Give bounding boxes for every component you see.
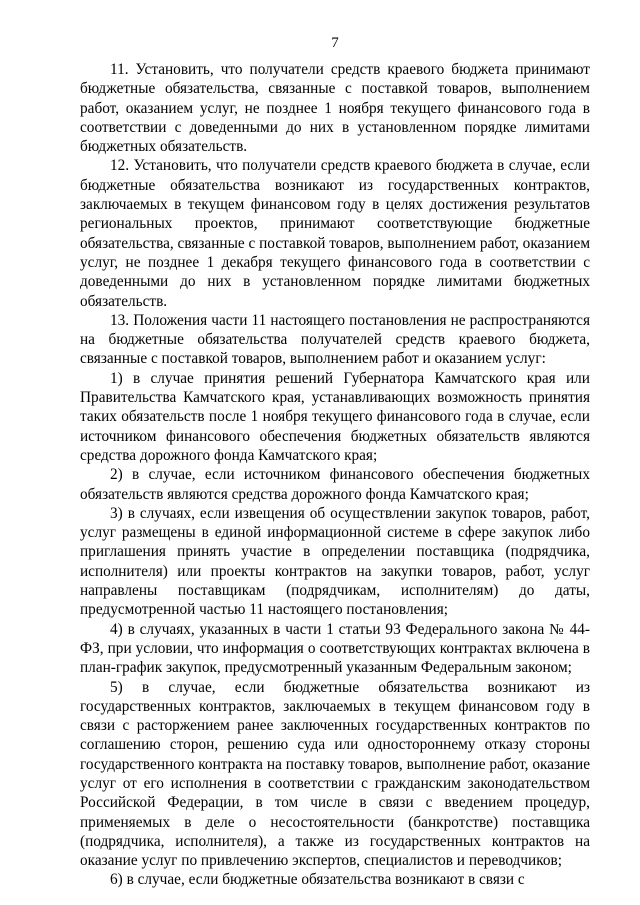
list-item-5: 5) в случае, если бюджетные обязательства возникают из государственных контрактов, заключаемых в текущем финансовом году в связи с расторжением ранее заключенных государственных контрактов по соглашению сторон, решению суда или одностороннему отказу стороны государственного контракта на поставку товаров, выполнение работ, оказание услуг от его исполнения в соответствии с гражданским законодательством Российской Федерации, в том числе в связи с введением процедур, применяемых в деле о несостоятельности (банкротстве) поставщика (подрядчика, исполнителя), а также из государственных контрактов на оказание услуг по привлечению экспертов, специалистов и переводчиков;	[80, 678, 590, 870]
list-item-2: 2) в случае, если источником финансового обеспечения бюджетных обязательств являются средства дорожного фонда Камчатского края;	[80, 466, 590, 503]
page-number: 7	[331, 35, 339, 51]
list-item-6: 6) в случае, если бюджетные обязательства возникают в связи с	[110, 871, 525, 889]
list-item-3: 3) в случаях, если извещения об осуществлении закупок товаров, работ, услуг размещены в единой информационной системе в сфере закупок либо приглашения принять участие в определении поставщика (подрядчика, исполнителя) или проекты контрактов на закупки товаров, работ, услуг направлены поставщикам (подрядчикам, исполнителям) до даты, предусмотренной частью 11 настоящего постановления;	[80, 504, 590, 619]
paragraph-11: 11. Установить, что получатели средств краевого бюджета принимают бюджетные обязательства, связанные с поставкой товаров, выполнением работ, оказанием услуг, не позднее 1 ноября текущего финансового года в соответствии с доведенными до них в установленном порядке лимитами бюджетных обязательств.	[80, 61, 590, 156]
paragraph-13: 13. Положения части 11 настоящего постановления не распространяются на бюджетные обязательства получателей средств краевого бюджета, связанные с поставкой товаров, выполнением работ и оказанием услуг:	[80, 311, 590, 368]
list-item-4: 4) в случаях, указанных в части 1 статьи 93 Федерального закона № 44-ФЗ, при условии, что информация о соответствующих контрактах включена в план-график закупок, предусмотренный указанным Федеральным законом;	[80, 620, 590, 677]
paragraph-12: 12. Установить, что получатели средств краевого бюджета в случае, если бюджетные обязательства возникают из государственных контрактов, заключаемых в текущем финансовом году в целях достижения результатов региональных проектов, принимают соответствующие бюджетные обязательства, связанные с поставкой товаров, выполнением работ, оказанием услуг, не позднее 1 декабря текущего финансового года в соответствии с доведенными до них в установленном порядке лимитами бюджетных обязательств.	[80, 157, 590, 310]
list-item-1: 1) в случае принятия решений Губернатора Камчатского края или Правительства Камчатского края, устанавливающих возможность принятия таких обязательств после 1 ноября текущего финансового года в случае, если источником финансового обеспечения бюджетных обязательств являются средства дорожного фонда Камчатского края;	[80, 369, 590, 464]
